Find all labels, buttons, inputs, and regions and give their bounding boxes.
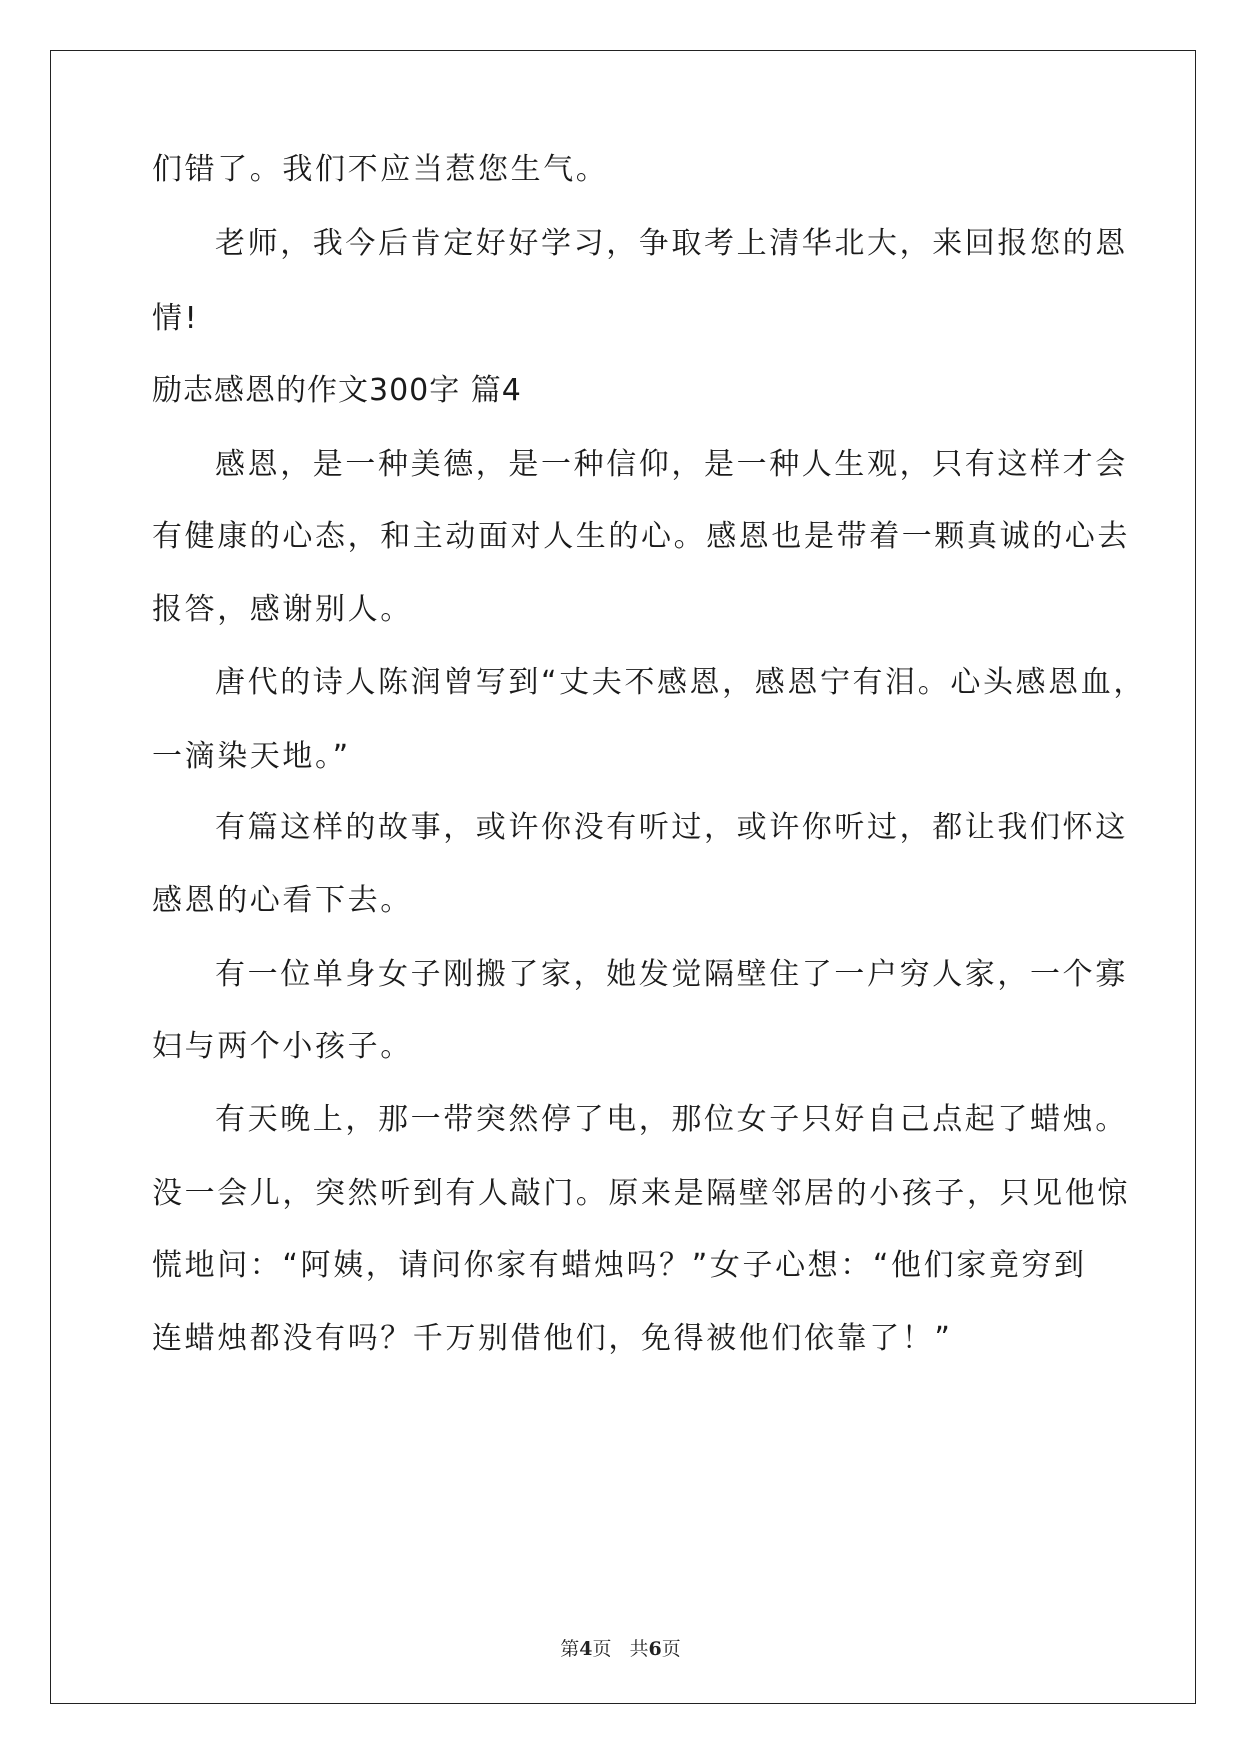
text-line: 慌地问：“阿姨，请问你家有蜡烛吗？”女子心想：“他们家竟穷到 bbox=[152, 1248, 1087, 1283]
page-number-prefix: 第 bbox=[560, 1638, 580, 1660]
text-line: 妇与两个小孩子。 bbox=[152, 1029, 413, 1064]
paragraph-start: 唐代的诗人陈润曾写到“丈夫不感恩，感恩宁有泪。心头感恩血， bbox=[215, 665, 1146, 700]
paragraph-start: 感恩，是一种美德，是一种信仰，是一种人生观，只有这样才会 bbox=[215, 447, 1128, 482]
page-number-suffix: 页 bbox=[592, 1638, 612, 1660]
section-heading: 励志感恩的作文300字 篇4 bbox=[152, 373, 522, 408]
text-line: 们错了。我们不应当惹您生气。 bbox=[152, 152, 609, 187]
text-line: 没一会儿，突然听到有人敲门。原来是隔壁邻居的小孩子，只见他惊 bbox=[152, 1176, 1130, 1211]
text-line: 感恩的心看下去。 bbox=[152, 883, 413, 918]
text-line: 情! bbox=[152, 301, 200, 336]
text-line: 有健康的心态，和主动面对人生的心。感恩也是带着一颗真诚的心去 bbox=[152, 519, 1130, 554]
paragraph-start: 有一位单身女子刚搬了家，她发觉隔壁住了一户穷人家，一个寡 bbox=[215, 957, 1128, 992]
paragraph-start: 老师，我今后肯定好好学习，争取考上清华北大，来回报您的恩 bbox=[215, 226, 1128, 261]
page-footer bbox=[0, 1634, 1241, 1661]
paragraph-start: 有篇这样的故事，或许你没有听过，或许你听过，都让我们怀这 bbox=[215, 810, 1128, 845]
total-pages-suffix: 页 bbox=[661, 1638, 681, 1660]
page-border bbox=[50, 50, 1196, 1704]
text-line: 报答，感谢别人。 bbox=[152, 592, 413, 627]
paragraph-start: 有天晚上，那一带突然停了电，那位女子只好自己点起了蜡烛。 bbox=[215, 1102, 1128, 1137]
total-page-count: 6 bbox=[648, 1638, 662, 1660]
text-line: 连蜡烛都没有吗？千万别借他们，免得被他们依靠了！” bbox=[152, 1321, 953, 1356]
text-line: 一滴染天地。” bbox=[152, 739, 351, 774]
current-page-number: 4 bbox=[579, 1638, 593, 1660]
total-pages-prefix: 共 bbox=[629, 1638, 649, 1660]
